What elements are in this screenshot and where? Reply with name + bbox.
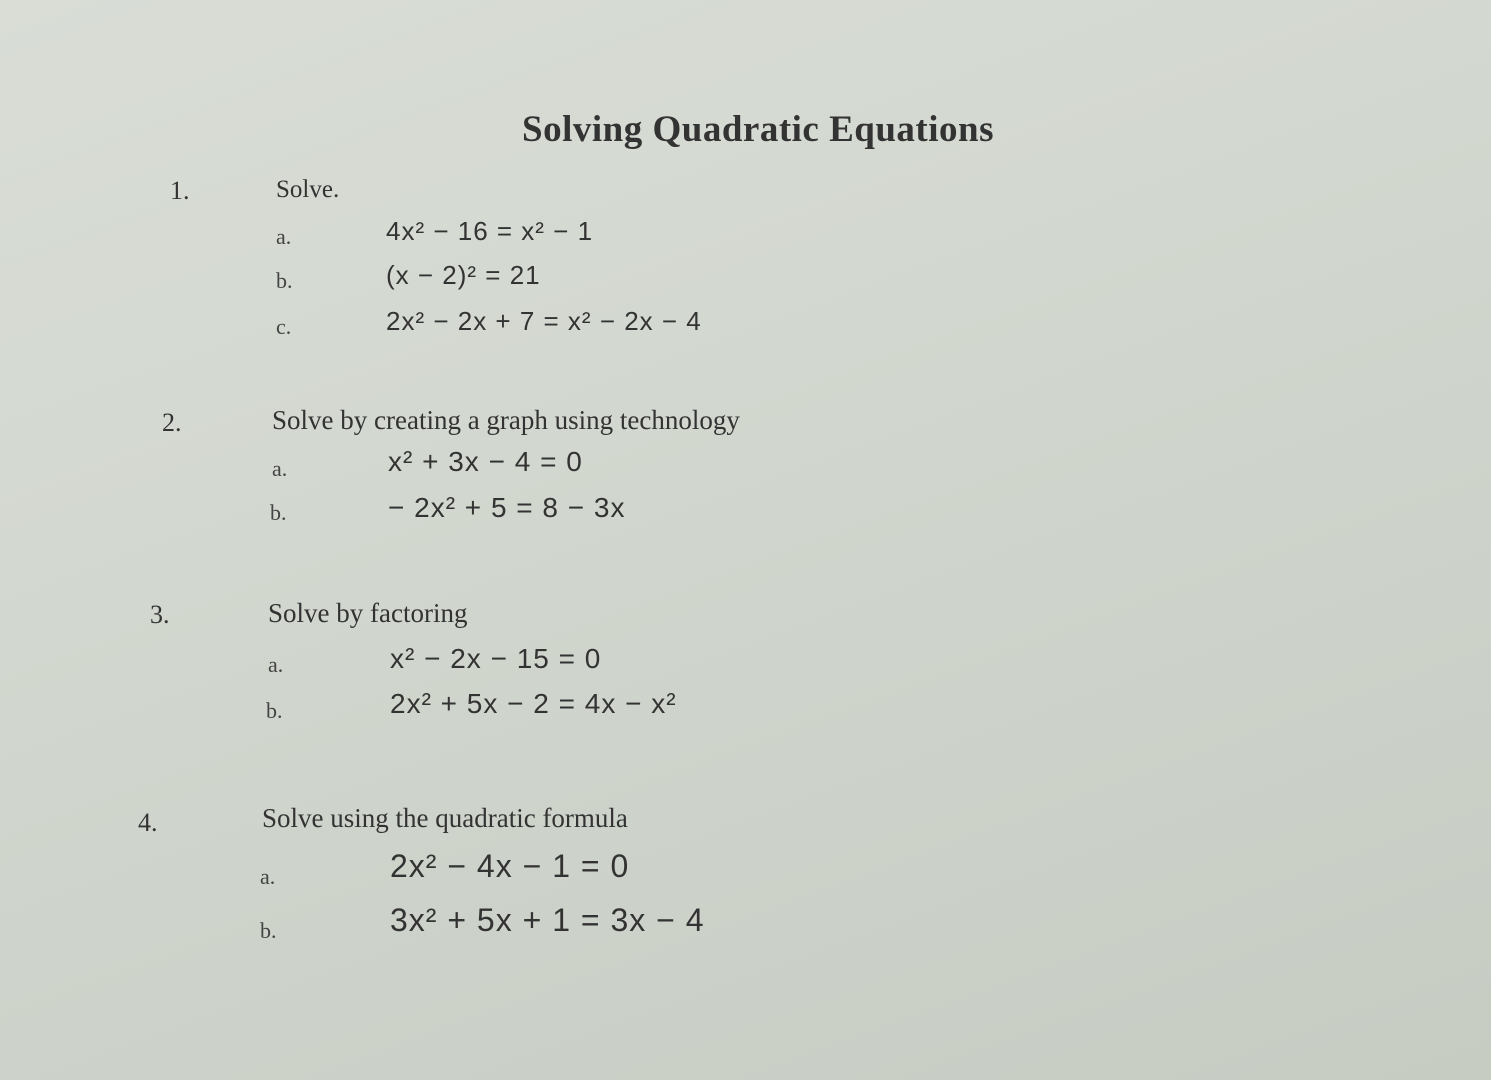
problem-3-instruction: Solve by factoring — [268, 598, 468, 628]
problem-2a-letter: a. — [272, 456, 288, 481]
problem-1b-equation: (x − 2)² = 21 — [386, 260, 541, 290]
problem-4a-letter: a. — [260, 864, 276, 889]
problem-2a-equation: x² + 3x − 4 = 0 — [388, 446, 583, 477]
problem-1c-equation: 2x² − 2x + 7 = x² − 2x − 4 — [386, 306, 702, 336]
problem-2-instruction: Solve by creating a graph using technology — [272, 405, 740, 435]
problem-1-number: 1. — [170, 176, 190, 205]
page-title: Solving Quadratic Equations — [522, 109, 995, 150]
problem-4b-letter: b. — [260, 918, 277, 943]
problem-3b-letter: b. — [266, 698, 283, 723]
problem-2b-equation: − 2x² + 5 = 8 − 3x — [388, 492, 626, 523]
problem-4b-equation: 3x² + 5x + 1 = 3x − 4 — [390, 902, 705, 938]
problem-3b-equation: 2x² + 5x − 2 = 4x − x² — [390, 688, 677, 719]
problem-1b-letter: b. — [276, 268, 293, 293]
problem-1-instruction: Solve. — [276, 176, 340, 203]
problem-1c-letter: c. — [276, 314, 292, 339]
problem-2-number: 2. — [162, 408, 182, 437]
problem-3a-letter: a. — [268, 652, 284, 677]
problem-3a-equation: x² − 2x − 15 = 0 — [390, 643, 602, 674]
problem-1a-letter: a. — [276, 224, 292, 249]
problem-1a-equation: 4x² − 16 = x² − 1 — [386, 216, 594, 246]
problem-2b-letter: b. — [270, 500, 287, 525]
problem-4-number: 4. — [138, 808, 158, 837]
problem-4a-equation: 2x² − 4x − 1 = 0 — [390, 848, 630, 884]
problem-3-number: 3. — [150, 600, 170, 629]
problem-4-instruction: Solve using the quadratic formula — [262, 803, 628, 833]
